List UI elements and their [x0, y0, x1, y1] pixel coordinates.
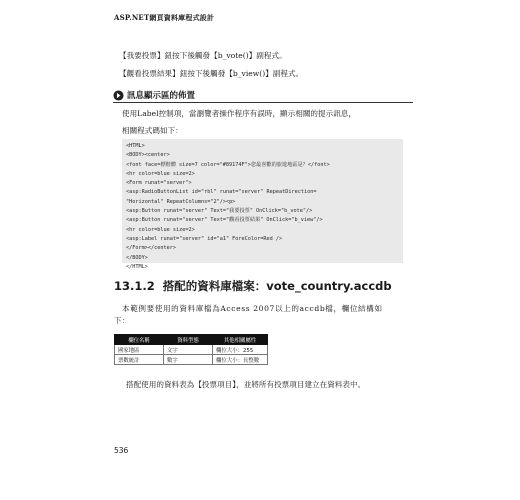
code-line: <asp:Button runat="server" Text="觀看投票結果" OnClick="b_view"/> — [126, 217, 323, 224]
code-line: <asp:Button runat="server" Text="我要投票" OnClick="b_vote"/> — [126, 208, 313, 215]
section-title: 訊息顯示區的佈置 — [127, 91, 196, 101]
code-line: <HTML> — [126, 143, 145, 149]
code-line: <asp:Label runat="server" id="a1" ForeColor=Red /> — [126, 235, 283, 242]
code-line: <BODY><center> — [126, 152, 170, 159]
table-header-row — [115, 335, 268, 345]
table-cell: 欄位大小：長整數 — [213, 355, 268, 365]
circle-arrow-icon — [113, 90, 124, 101]
section-divider — [113, 102, 413, 103]
code-line: </HTML> — [126, 263, 148, 270]
code-line: <Form runat="server"> — [126, 180, 192, 187]
code-line: </BODY> — [126, 254, 148, 261]
running-header: ASP.NET網頁資料庫程式設計 — [114, 13, 215, 22]
table-cell: 票數統計 — [115, 355, 164, 365]
table-cell: 數字 — [164, 355, 213, 365]
table-row — [115, 345, 268, 355]
view-button-description: 【觀看投票結果】鈕按下後觸發【b_view()】副程式。 — [119, 69, 304, 78]
label-description: 使用Label控制項，當瀏覽者操作程序有誤時，顯示相關的提示訊息， — [122, 109, 356, 118]
code-line: </Form></center> — [126, 245, 176, 252]
vote-button-description: 【我要投票】鈕按下後觸發【b_vote()】副程式。 — [119, 51, 287, 60]
page-number: 536 — [114, 446, 129, 455]
table-cell: 欄位大小：255 — [213, 345, 268, 355]
database-description: 本範例要使用的資料庫檔為Access 2007以上的accdb檔，欄位結構如 — [122, 304, 383, 313]
code-line: "Horizontal" RepeatColumns="2"/><p> — [126, 198, 236, 205]
subsection-heading — [114, 278, 392, 294]
column-header: 資料型態 — [164, 335, 213, 345]
code-line: <hr color=blue size=2> — [126, 226, 195, 233]
column-header: 欄位名稱 — [115, 335, 164, 345]
table-cell: 文字 — [164, 345, 213, 355]
column-header: 其他相關屬性 — [213, 335, 268, 345]
code-intro: 相關程式碼如下： — [122, 126, 183, 135]
section-heading — [113, 88, 195, 102]
table-row — [115, 355, 268, 365]
code-line: <hr color=blue size=2> — [126, 170, 195, 177]
table-description: 搭配使用的資料表為【投票項目】，並將所有投票項目建立在資料表中。 — [126, 380, 366, 389]
code-line: <asp:RadioButtonList id="rbl" runat="server" RepeatDirection= — [126, 189, 317, 196]
subsection-title: 搭配的資料庫檔案：vote_country.accdb — [162, 279, 392, 293]
subsection-number: 13.1.2 — [114, 279, 155, 293]
table-cell: 國家地區 — [115, 345, 164, 355]
code-line: <font face=標楷體 size=7 color="#89174F">您最喜歡的旅遊地區是？</font> — [126, 161, 330, 168]
database-description-cont: 下： — [114, 316, 130, 325]
code-listing — [122, 139, 403, 270]
field-structure-table — [114, 334, 268, 365]
